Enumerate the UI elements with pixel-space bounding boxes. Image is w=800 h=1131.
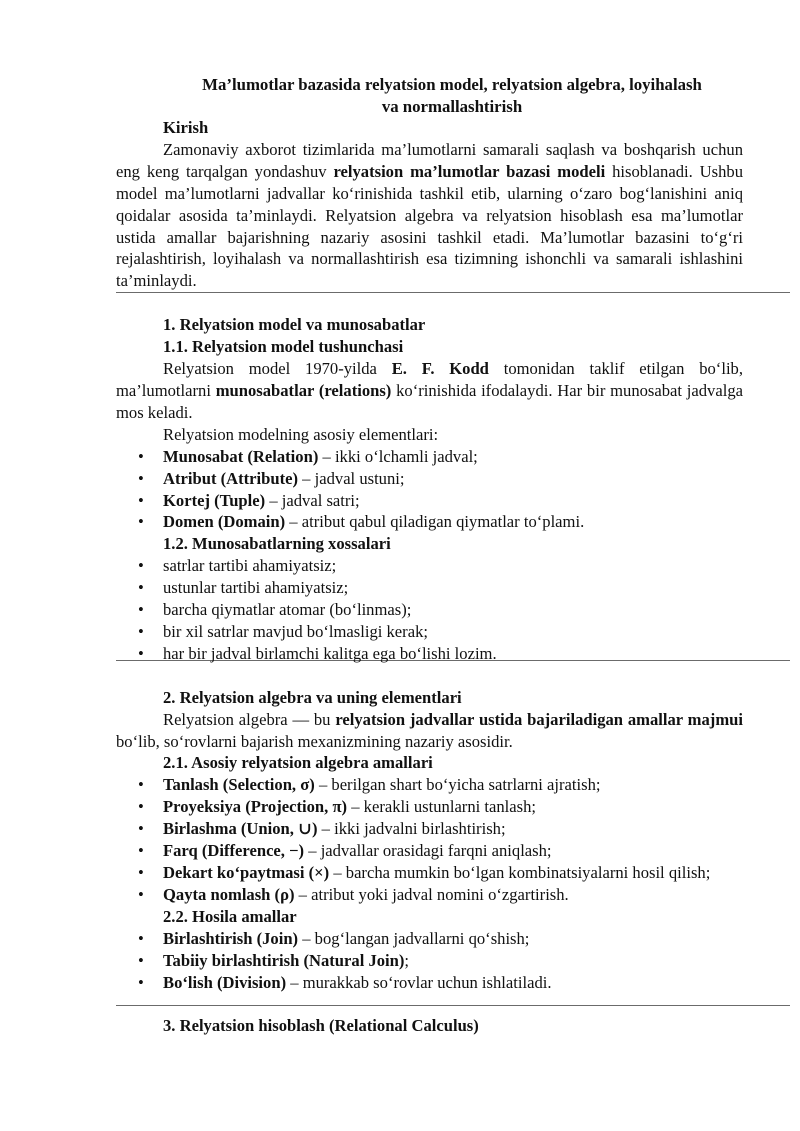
list-item: • barcha qiymatlar atomar (bo‘linmas); — [116, 599, 743, 621]
list-item: • Qayta nomlash (ρ) – atribut yoki jadval nomini o‘zgartirish. — [116, 884, 743, 906]
subsection-1-2-heading: 1.2. Munosabatlarning xossalari — [163, 534, 391, 554]
section-1-heading: 1. Relyatsion model va munosabatlar — [163, 315, 426, 335]
intro-paragraph: Zamonaviy axborot tizimlarida ma’lumotlarni samarali saqlash va boshqarish uchun eng keng tarqalgan yondashuv relyatsion ma’lumotlar bazasi modeli hisoblanadi. Ushbu model ma’lumotlarni jadvallar ko‘rinishida tashkil etib, ularning o‘zaro bog‘lanishini aniq qoidalar asosida ta’minlaydi. Relyatsion algebra va relyatsion hisoblash esa ma’lumotlar ustida amallar bajarishning nazariy asosini tashkil etadi. Ma’lumotlar bazasini to‘g‘ri rejalashtirish, loyihalash va normallashtirish esa tizimning ishonchli va samarali ishlashini ta’minlaydi. — [116, 139, 743, 291]
subsection-2-1-heading: 2.1. Asosiy relyatsion algebra amallari — [163, 753, 433, 773]
list-item: • satrlar tartibi ahamiyatsiz; — [116, 555, 743, 577]
list-item: • Birlashma (Union, ∪) – ikki jadvalni birlashtirish; — [116, 818, 743, 840]
list-item: • Dekart ko‘paytmasi (×) – barcha mumkin bo‘lgan kombinatsiyalarni hosil qilish; — [116, 862, 743, 884]
section-2-paragraph: Relyatsion algebra — bu relyatsion jadvallar ustida bajariladigan amallar majmui bo‘lib, so‘rovlarni bajarish mexanizmining nazariy asosidir. — [116, 709, 743, 751]
list-item: • Birlashtirish (Join) – bog‘langan jadvallarni qo‘shish; — [116, 928, 743, 950]
title-line-2: va normallashtirish — [381, 96, 523, 116]
list-item: • har bir jadval birlamchi kalitga ega bo‘lishi lozim. — [116, 643, 743, 665]
subsection-1-1-heading: 1.1. Relyatsion model tushunchasi — [163, 337, 404, 357]
section-3-heading: 3. Relyatsion hisoblash (Relational Calculus) — [163, 1016, 479, 1036]
intro-heading: Kirish — [163, 118, 209, 137]
list-item: • bir xil satrlar mavjud bo‘lmasligi kerak; — [116, 621, 743, 643]
list-item: • Tanlash (Selection, σ) – berilgan shart bo‘yicha satrlarni ajratish; — [116, 774, 743, 796]
section-2-heading: 2. Relyatsion algebra va uning elementlari — [163, 687, 462, 707]
list-item: • Farq (Difference, −) – jadvallar orasidagi farqni aniqlash; — [116, 840, 743, 862]
list-item: • Tabiiy birlashtirish (Natural Join); — [116, 950, 743, 972]
list-item: • Kortej (Tuple) – jadval satri; — [116, 490, 743, 512]
derived-operations-list — [116, 928, 743, 994]
subsection-2-2-heading: 2.2. Hosila amallar — [163, 906, 297, 926]
elements-intro: Relyatsion modelning asosiy elementlari: — [163, 424, 439, 444]
elements-list — [116, 446, 743, 534]
list-item: • Bo‘lish (Division) – murakkab so‘rovlar uchun ishlatiladi. — [116, 972, 743, 994]
document-page — [116, 74, 743, 1037]
document-title — [116, 74, 743, 117]
operations-list — [116, 774, 743, 905]
list-item: • Munosabat (Relation) – ikki o‘lchamli jadval; — [116, 446, 743, 468]
section-1-paragraph: Relyatsion model 1970-yilda E. F. Kodd tomonidan taklif etilgan bo‘lib, ma’lumotlarni munosabatlar (relations) ko‘rinishida ifodalaydi. Har bir munosabat jadvalga mos keladi. — [116, 359, 744, 422]
list-item: • Domen (Domain) – atribut qabul qiladigan qiymatlar to‘plami. — [116, 511, 743, 533]
title-line-1: Ma’lumotlar bazasida relyatsion model, relyatsion algebra, loyihalash — [202, 75, 702, 94]
list-item: • ustunlar tartibi ahamiyatsiz; — [116, 577, 743, 599]
properties-list — [116, 555, 743, 665]
list-item: • Proyeksiya (Projection, π) – kerakli ustunlarni tanlash; — [116, 796, 743, 818]
list-item: • Atribut (Attribute) – jadval ustuni; — [116, 468, 743, 490]
